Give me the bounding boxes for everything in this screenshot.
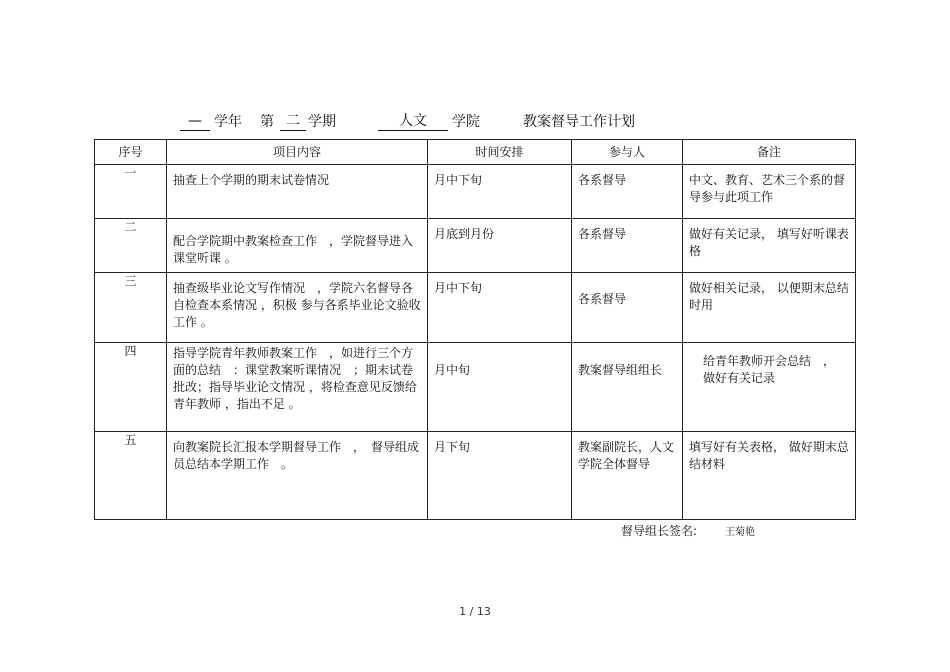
row-people-cell (572, 343, 683, 432)
term-prefix: 第 (260, 114, 274, 130)
row-number: 三 (95, 273, 167, 343)
table-row (95, 343, 856, 432)
row-people: 教案副院长，人文学院全体督导 (578, 440, 675, 471)
row-note: 填写好有关表格， 做好期末总结材料 (689, 440, 849, 471)
row-number: 五 (95, 432, 167, 520)
row-content-cell (167, 432, 428, 520)
table-row (95, 165, 856, 219)
row-note-cell (683, 219, 856, 273)
row-time: 月下旬 (434, 440, 471, 454)
year-label: 学年 (214, 114, 242, 130)
row-time-cell (428, 165, 572, 219)
row-content-cell (167, 273, 428, 343)
row-time: 月底到月份 (434, 227, 495, 241)
row-content-cell (167, 219, 428, 273)
plan-title: 教案督导工作计划 (523, 114, 635, 130)
row-people-cell (572, 273, 683, 343)
row-time: 月中旬 (434, 363, 471, 377)
row-time-cell (428, 432, 572, 520)
table-row (95, 432, 856, 520)
row-content-cell (167, 343, 428, 432)
row-time-cell (428, 273, 572, 343)
row-content: 配合学院期中教案检查工作 ，学院督导进入课堂听课 。 (173, 234, 414, 265)
row-content: 向教案院长汇报本学期督导工作 ， 督导组成员总结本学期工作 。 (173, 440, 420, 471)
header-number: 序号 (95, 140, 167, 165)
row-note: 中文、教育、艺术三个系的督导参与此项工作 (689, 173, 846, 204)
header-content: 项目内容 (167, 140, 428, 165)
row-note-cell (683, 343, 856, 432)
row-note: 做好相关记录， 以便期末总结时用 (689, 281, 849, 312)
document-title (180, 112, 780, 134)
row-time: 月中下旬 (434, 173, 483, 187)
row-note: 给青年教师开会总结 ，做好有关记录 (703, 354, 836, 385)
year-blank: — (180, 112, 210, 131)
row-people: 各系督导 (578, 227, 627, 241)
row-note-cell (683, 165, 856, 219)
row-number: 一 (95, 165, 167, 219)
row-time: 月中下旬 (434, 281, 483, 295)
table-row (95, 219, 856, 273)
row-note: 做好有关记录， 填写好听课表格 (689, 227, 849, 258)
term-blank: 二 (280, 112, 306, 131)
header-time: 时间安排 (428, 140, 572, 165)
header-participants: 参与人 (572, 140, 683, 165)
college-blank: 人文 (378, 112, 448, 131)
row-time-cell (428, 343, 572, 432)
table-row (95, 273, 856, 343)
row-people-cell (572, 219, 683, 273)
row-note-cell (683, 273, 856, 343)
row-time-cell (428, 219, 572, 273)
row-people: 各系督导 (578, 173, 627, 187)
signature-line (621, 522, 755, 539)
college-label: 学院 (452, 114, 480, 130)
row-people: 教案督导组组长 (578, 363, 663, 377)
row-content: 抽查级毕业论文写作情况 ，学院六名督导各自检查本系情况 ，积极 参与各系毕业论文验收工作 。 (173, 281, 421, 329)
header-notes: 备注 (683, 140, 856, 165)
row-people-cell (572, 432, 683, 520)
signature-name: 王菊艳 (725, 527, 756, 538)
row-number: 二 (95, 219, 167, 273)
signature-label: 督导组长签名: (621, 524, 698, 538)
row-content: 抽查上个学期的期末试卷情况 (173, 173, 330, 187)
row-content: 指导学院青年教师教案工作 ，如进行三个方面的总结 ：课堂教案听课情况 ；期末试卷批改；指导毕业论文情况 ，将检查意见反馈给青年教师 ，指出不足 。 (173, 346, 417, 411)
term-label: 学期 (308, 114, 336, 130)
row-note-cell (683, 432, 856, 520)
table-header-row (95, 140, 856, 165)
row-content-cell (167, 165, 428, 219)
row-people-cell (572, 165, 683, 219)
row-people: 各系督导 (578, 292, 627, 306)
supervision-plan-table (94, 139, 856, 520)
row-number: 四 (95, 343, 167, 432)
page-indicator: 1 / 13 (459, 605, 491, 618)
